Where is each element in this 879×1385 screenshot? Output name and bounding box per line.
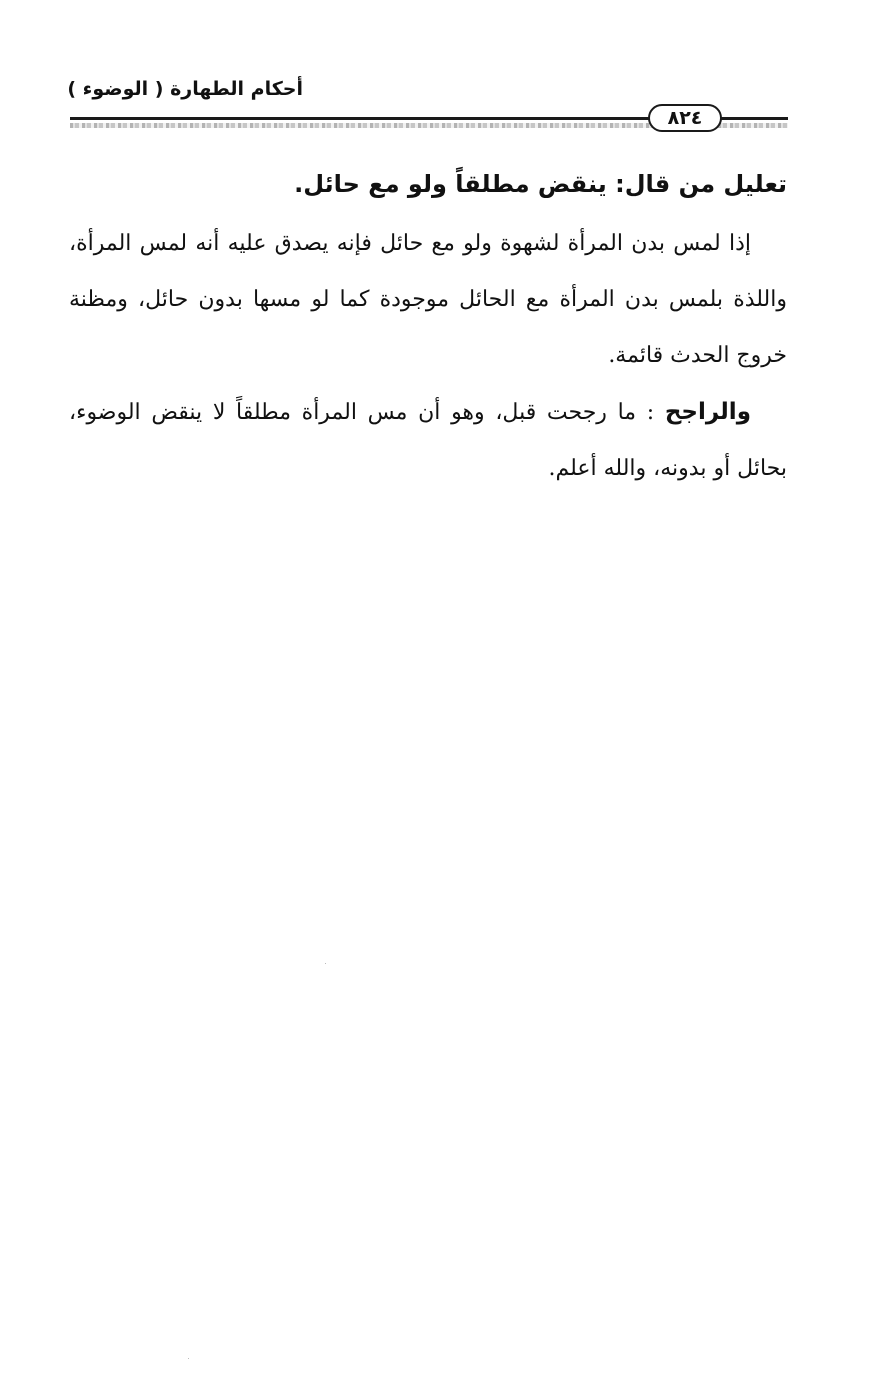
- scan-speck: [325, 963, 326, 964]
- running-title: أحكام الطهارة ( الوضوء ): [67, 78, 303, 100]
- preferred-view-text: : ما رجحت قبل، وهو أن مس المرأة مطلقاً لا ينقض الوضوء، بحائل أو بدونه، والله أعلم.: [69, 400, 787, 481]
- scan-speck: [188, 1358, 189, 1359]
- section-heading: تعليل من قال: ينقض مطلقاً ولو مع حائل.: [294, 170, 787, 198]
- page-number: ٨٢٤: [667, 107, 703, 129]
- preferred-view-label: والراجح: [664, 399, 751, 425]
- page-number-badge: [648, 104, 722, 132]
- paragraph-reasoning: إذا لمس بدن المرأة لشهوة ولو مع حائل فإنه يصدق عليه أنه لمس المرأة، واللذة بلمس بدن المرأة مع الحائل موجودة كما لو مسها بدون حائل، ومظنة خروج الحدث قائمة.: [69, 231, 787, 368]
- page-content: [69, 160, 787, 497]
- paragraph-preferred-view: [69, 384, 787, 497]
